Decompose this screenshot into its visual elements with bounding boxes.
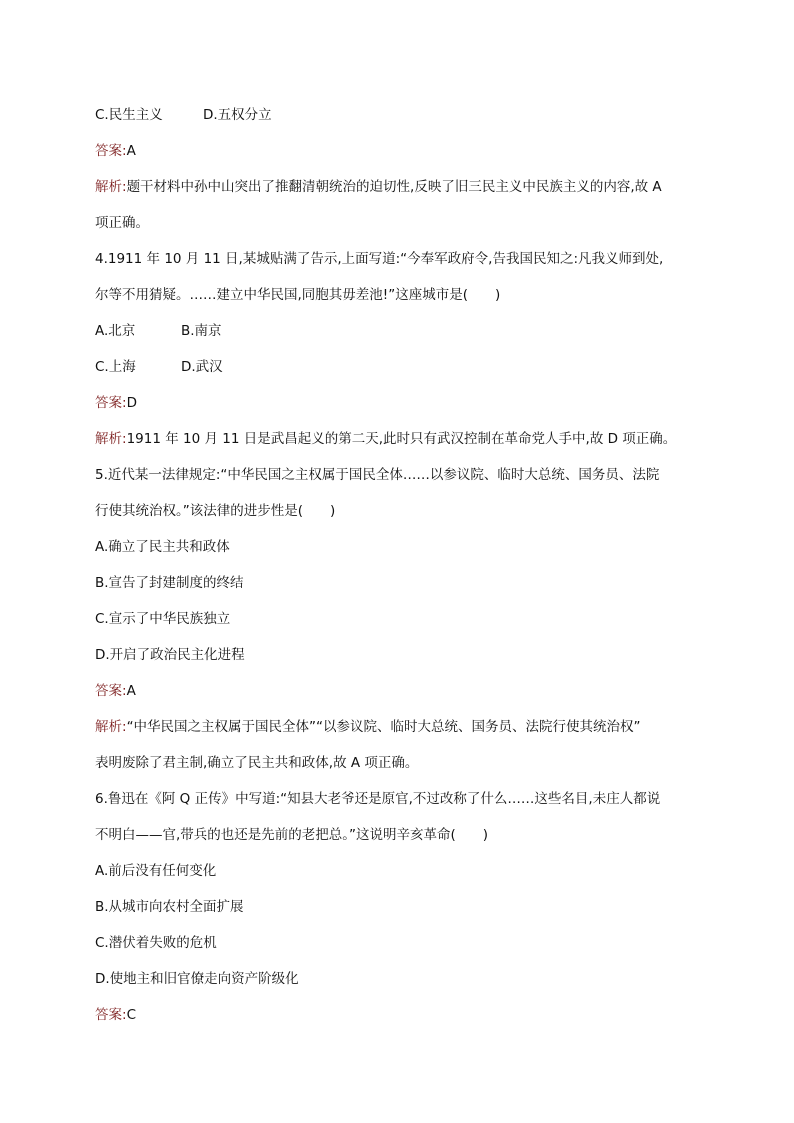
q4-explain-text1: 1911 年 10 月 11 日是武昌起义的第二天,此时只有武汉控制在革命党人手中,故 D 项正确。 (126, 431, 677, 447)
q5-answer-label: 答案: (95, 683, 127, 699)
q5-stem-line1: 5.近代某一法律规定:“中华民国之主权属于国民全体……以参议院、临时大总统、国务员、法院 (95, 467, 660, 483)
q5-stem-line2: 行使其统治权。”该法律的进步性是( ) (95, 503, 336, 519)
q4-answer (95, 394, 137, 412)
q5-explanation-line2: 表明废除了君主制,确立了民主共和政体,故 A 项正确。 (95, 755, 419, 771)
q4-explain-label: 解析: (95, 431, 127, 447)
q5-explanation-line1 (95, 718, 641, 736)
q4-option-d: D.武汉 (181, 359, 223, 375)
q5-option-c: C.宣示了中华民族独立 (95, 611, 231, 627)
q3-answer (95, 142, 136, 160)
q4-option-c: C.上海 (95, 359, 136, 375)
q5-answer-value: A (126, 683, 136, 699)
q4-stem-line1: 4.1911 年 10 月 11 日,某城贴满了告示,上面写道:“今奉军政府令,告我国民知之:凡我义师到处, (95, 251, 664, 267)
q5-option-b: B.宣告了封建制度的终结 (95, 575, 244, 591)
q4-stem-line2: 尔等不用猜疑。……建立中华民国,同胞其毋差池!”这座城市是( ) (95, 287, 501, 303)
q6-option-a: A.前后没有任何变化 (95, 863, 217, 879)
q4-option-b: B.南京 (181, 323, 222, 339)
q3-answer-label: 答案: (95, 143, 127, 159)
q4-options-cd (95, 358, 223, 376)
q6-stem-line1: 6.鲁迅在《阿 Q 正传》中写道:“知县大老爷还是原官,不过改称了什么……这些名目,未庄人都说 (95, 791, 661, 807)
q3-answer-value: A (126, 143, 136, 159)
q6-answer-label: 答案: (95, 1007, 127, 1023)
q3-option-c: C.民生主义 (95, 107, 163, 123)
q5-option-d: D.开启了政治民主化进程 (95, 647, 245, 663)
q6-answer (95, 1006, 136, 1024)
q6-answer-value: C (126, 1007, 136, 1023)
q6-option-d: D.使地主和旧官僚走向资产阶级化 (95, 971, 299, 987)
q3-explain-label: 解析: (95, 179, 127, 195)
q5-explain-text1: “中华民国之主权属于国民全体”“以参议院、临时大总统、国务员、法院行使其统治权” (126, 719, 641, 735)
q5-option-a: A.确立了民主共和政体 (95, 539, 230, 555)
q3-option-d: D.五权分立 (203, 107, 272, 123)
q4-answer-label: 答案: (95, 395, 127, 411)
q4-option-a: A.北京 (95, 323, 136, 339)
q6-option-c: C.潜伏着失败的危机 (95, 935, 217, 951)
q3-explanation-line2: 项正确。 (95, 215, 149, 231)
q4-answer-value: D (126, 395, 137, 411)
q3-explanation-line1 (95, 178, 662, 196)
q3-options-cd (95, 106, 272, 124)
q5-explain-label: 解析: (95, 719, 127, 735)
q6-stem-line2: 不明白——官,带兵的也还是先前的老把总。”这说明辛亥革命( ) (95, 827, 489, 843)
q5-answer (95, 682, 136, 700)
q4-options-ab (95, 322, 222, 340)
q4-explanation-line1 (95, 430, 676, 448)
q3-explain-text1: 题干材料中孙中山突出了推翻清朝统治的迫切性,反映了旧三民主义中民族主义的内容,故 A (126, 179, 662, 195)
q6-option-b: B.从城市向农村全面扩展 (95, 899, 244, 915)
